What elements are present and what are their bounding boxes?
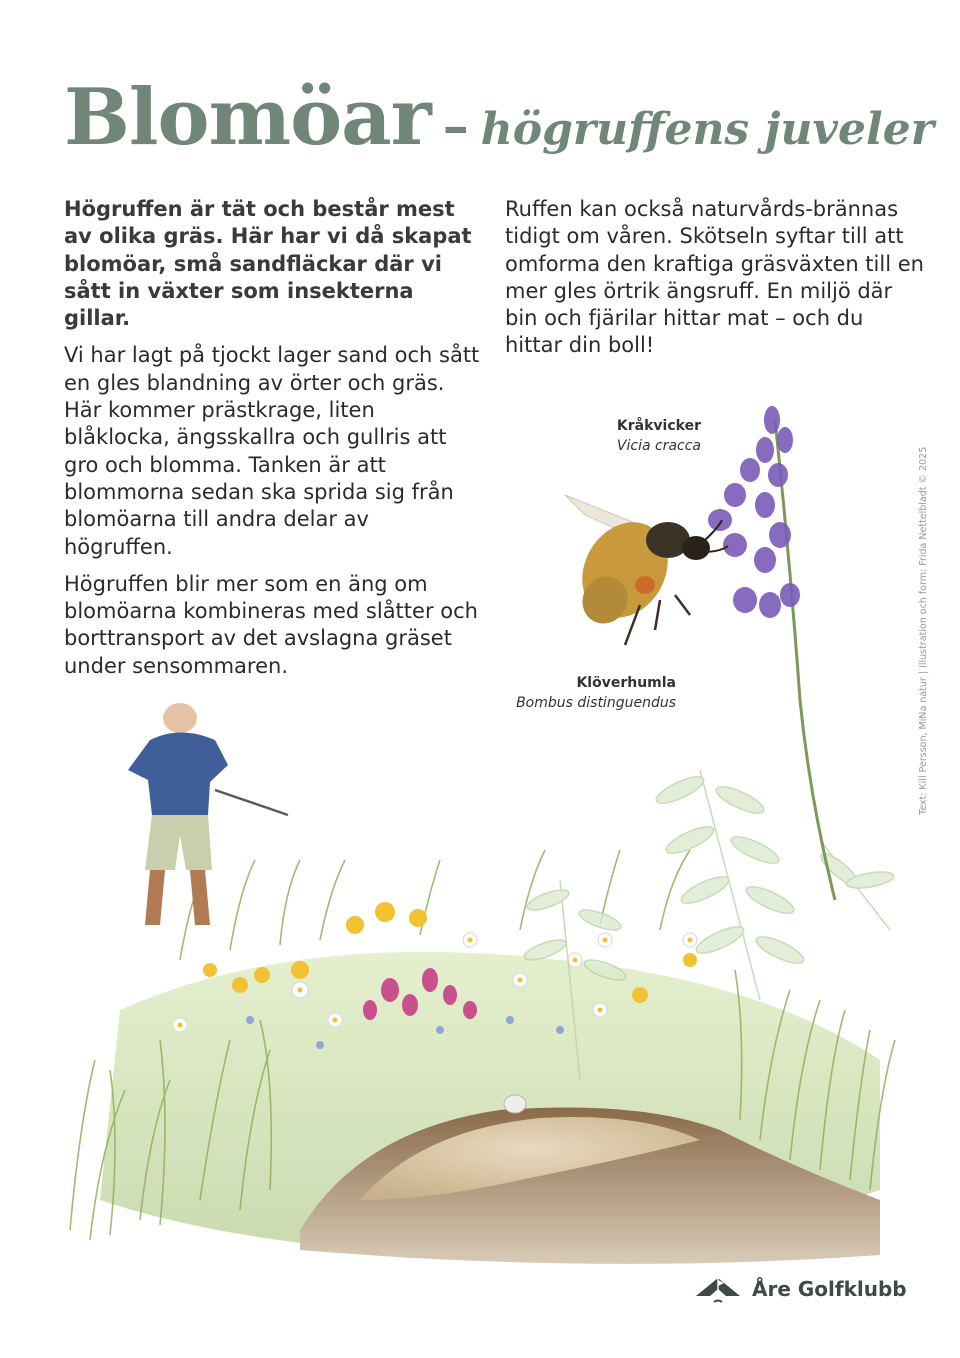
bee-label: [460, 673, 676, 713]
body-paragraph-1: Vi har lagt på tjockt lager sand och sått en gles blandning av örter och gräs. Här kommer prästkrage, liten blåklocka, ängsskallra och gullris att gro och blomma. Tanken är att blommorna sedan ska sprida sig från blomöarna till andra delar av högruffen.: [64, 343, 480, 559]
body-paragraph-3: Ruffen kan också naturvårds-brännas tidigt om våren. Skötseln syftar till att omforma den kraftiga gräsväxten till en mer gles örtrik ängsruff. En miljö där bin och fjärilar hittar mat – och du hittar din boll!: [505, 197, 924, 358]
club-name: Åre Golfklubb: [752, 1277, 907, 1301]
golf-ball: [504, 1095, 526, 1113]
vetch-label: [560, 416, 701, 456]
lead-paragraph: Högruffen är tät och består mest av olika gräs. Här har vi då skapat blomöar, små sandfläckar där vi sått in växter som insekterna gillar.: [64, 197, 472, 331]
bee-name: Klöverhumla: [576, 675, 676, 691]
credit-text: Text: Kill Persson, MiNa natur | Illustration och form: Frida Nettelbladt © 2025: [918, 446, 929, 815]
mountain-flag-icon: [694, 1272, 742, 1306]
title-dash: –: [442, 96, 469, 157]
bee-latin-name: Bombus distinguendus: [516, 695, 676, 711]
body-paragraph-2: Högruffen blir mer som en äng om blomöarna kombineras med slåtter och borttransport av det avslagna gräset under sensommaren.: [64, 571, 478, 678]
bumblebee-illustration: [565, 495, 728, 645]
club-logo: [694, 1272, 907, 1306]
title-main: Blomöar: [64, 72, 431, 163]
vetch-plant: [708, 406, 835, 900]
title-subtitle: högruffens juveler: [480, 104, 934, 155]
vetch-name: Kråkvicker: [616, 418, 701, 434]
sand-mound: [100, 952, 880, 1264]
vetch-latin-name: Vicia cracca: [616, 438, 701, 454]
golfer-illustration: [128, 703, 288, 925]
